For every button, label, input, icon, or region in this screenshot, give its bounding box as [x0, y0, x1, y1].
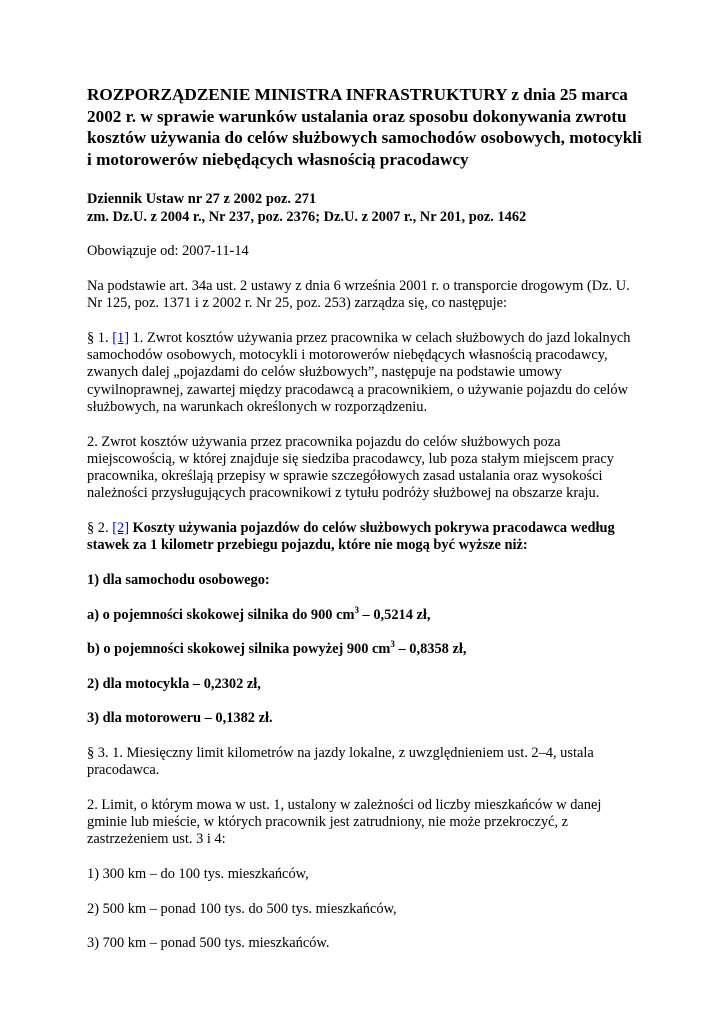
- section-3-point-1: § 3. 1. Miesięczny limit kilometrów na jazdy lokalne, z uwzględnieniem ust. 2–4, ustala pracodawca.: [87, 744, 594, 779]
- section-2-item-b: [87, 641, 642, 658]
- item-a-text: a) o pojemności skokowej silnika do 900 cm: [87, 606, 355, 623]
- section-2-item-1: 1) dla samochodu osobowego:: [87, 571, 270, 588]
- document-page: [87, 84, 642, 970]
- section-3-item-3: 3) 700 km – ponad 500 tys. mieszkańców.: [87, 935, 330, 952]
- item-b-superscript: 3: [390, 639, 395, 650]
- section-1-point-2: 2. Zwrot kosztów używania przez pracownika pojazdu do celów służbowych poza miejscowością, w której znajduje się siedziba pracodawcy, lub poza stałym miejscem pracy pracownika, określają przepisy w sprawie szczegółowych zasad ustalania oraz wysokości należności przysługujących pracownikowi z tytułu podróży służbowej na obszarze kraju.: [87, 433, 614, 502]
- section-2-item-a: [87, 604, 642, 624]
- section-3-point-2: 2. Limit, o którym mowa w ust. 1, ustalony w zależności od liczby mieszkańców w danej gminie lub mieście, w których pracownik jest zatrudniony, nie może przekroczyć, z zastrzeżeniem ust. 3 i 4:: [87, 796, 602, 848]
- section-2-item-2: 2) dla motocykla – 0,2302 zł,: [87, 675, 261, 692]
- journal-reference: [87, 191, 642, 226]
- section-1-point-1: [87, 330, 642, 416]
- preamble: Na podstawie art. 34a ust. 2 ustawy z dnia 6 września 2001 r. o transporcie drogowym (Dz. U. Nr 125, poz. 1371 i z 2002 r. Nr 25, poz. 253) zarządza się, co następuje:: [87, 277, 630, 312]
- item-a-rate: – 0,5214 zł,: [358, 606, 431, 623]
- section-3-item-2: 2) 500 km – ponad 100 tys. do 500 tys. mieszkańców,: [87, 900, 397, 917]
- section-2-prefix: § 2.: [87, 520, 109, 537]
- section-2-intro: [87, 520, 642, 555]
- section-1-text: 1. Zwrot kosztów używania przez pracownika w celach służbowych do jazd lokalnych samochodów osobowych, motocykli i motorowerów niebędących własnością pracodawcy, zwanych dalej „pojazdami do celów służbowych”, następuje na podstawie umowy cywilnoprawnej, zawartej między pracodawcą a pracownikiem, o używanie pojazdu do celów służbowych, na warunkach określonych w rozporządzeniu.: [87, 329, 631, 415]
- footnote-link-2[interactable]: [2]: [112, 520, 129, 537]
- section-3-item-1: 1) 300 km – do 100 tys. mieszkańców,: [87, 865, 309, 882]
- item-b-rate: – 0,8358 zł,: [394, 641, 467, 658]
- section-2-text: Koszty używania pojazdów do celów służbowych pokrywa pracodawca według stawek za 1 kilometr przebiegu pojazdu, które nie mogą być wyższe niż:: [87, 520, 615, 554]
- journal-line-2: zm. Dz.U. z 2004 r., Nr 237, poz. 2376; Dz.U. z 2007 r., Nr 201, poz. 1462: [87, 208, 527, 225]
- section-1-prefix: § 1.: [87, 329, 109, 346]
- document-title: ROZPORZĄDZENIE MINISTRA INFRASTRUKTURY z dnia 25 marca 2002 r. w sprawie warunków ustalania oraz sposobu dokonywania zwrotu kosztów używania do celów służbowych samochodów osobowych, motocykli i motorowerów niebędących własnością pracodawcy: [87, 85, 642, 169]
- journal-line-1: Dziennik Ustaw nr 27 z 2002 poz. 271: [87, 191, 317, 208]
- item-a-superscript: 3: [354, 604, 359, 615]
- item-b-text: b) o pojemności skokowej silnika powyżej 900 cm: [87, 641, 391, 658]
- footnote-link-1[interactable]: [1]: [112, 329, 129, 346]
- in-force-date: Obowiązuje od: 2007-11-14: [87, 243, 249, 260]
- section-2-item-3: 3) dla motoroweru – 0,1382 zł.: [87, 710, 273, 727]
